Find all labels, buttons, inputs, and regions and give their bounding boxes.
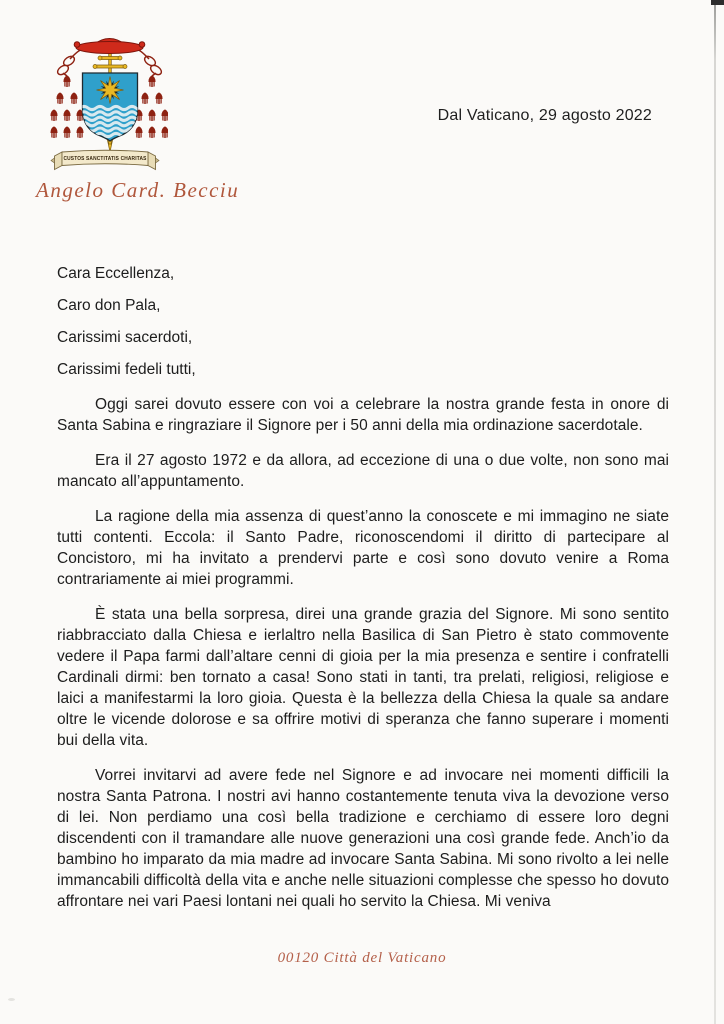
salutation-line: Cara Eccellenza,	[57, 265, 175, 282]
crest-motto: CUSTOS SANCTITATIS CHARITAS	[63, 155, 147, 162]
letterhead-name: Angelo Card. Becciu	[36, 178, 240, 202]
scan-corner-mark	[711, 0, 724, 5]
body-paragraph: Oggi sarei dovuto essere con voi a celebrare la nostra grande festa in onore di Santa Sabina e ringraziare il Signore per i 50 anni della mia ordinazione sacerdotale.	[57, 396, 669, 434]
salutation-line: Carissimi fedeli tutti,	[57, 361, 196, 378]
salutation-line: Caro don Pala,	[57, 297, 161, 314]
cardinal-coat-of-arms-icon	[50, 30, 168, 172]
date-line: Dal Vaticano, 29 agosto 2022	[437, 107, 652, 124]
salutation-line: Carissimi sacerdoti,	[57, 329, 193, 346]
letter-body	[57, 263, 669, 912]
body-paragraph: Era il 27 agosto 1972 e da allora, ad eccezione di una o due volte, non sono mai mancato all’appuntamento.	[57, 452, 669, 490]
body-paragraph: Vorrei invitarvi ad avere fede nel Signore e ad invocare nei momenti difficili la nostra Santa Patrona. I nostri avi hanno costantemente tenuta viva la devozione verso di lei. Non perdiamo una così bella tradizione e cerchiamo di essere loro degni discendenti con il tramandare alle nuove generazioni una così grande fede. Anch’io da bambino ho imparato da mia madre ad invocare Santa Sabina. Mi sono rivolto a lei nelle immancabili difficoltà della vita e anche nelle situazioni complesse che spesso ho dovuto affrontare nei vari Paesi lontani nei quali ho servito la Chiesa. Mi veniva	[57, 767, 669, 910]
sun-star-icon	[97, 77, 124, 104]
scan-edge-artifact	[714, 0, 716, 1024]
tassels-right-icon	[136, 76, 168, 138]
footer-address: 00120 Città del Vaticano	[277, 950, 447, 966]
body-paragraph: La ragione della mia assenza di quest’anno la conoscete e mi immagino ne siate tutti contenti. Eccola: il Santo Padre, riconoscendomi il diritto di partecipare al Concistoro, mi ha invitato a prendervi parte e così sono dovuto venire a Roma contrariamente ai miei programmi.	[57, 508, 669, 588]
galero-hat-icon	[74, 39, 145, 54]
tassels-left-icon	[51, 76, 83, 138]
scan-speck	[8, 998, 15, 1001]
body-paragraph: È stata una bella sorpresa, direi una grande grazia del Signore. Mi sono sentito riabbracciato dalla Chiesa e ierlaltro nella Basilica di San Pietro è stato commovente vedere il Papa farmi dall’altare cenni di gioia per la mia presenza e sentire i confratelli Cardinali dirmi: ben tornato a casa! Sono stati in tanti, tra prelati, religiosi, religiose e laici a manifestarmi la loro gioia. Questa è la bellezza della Chiesa la quale sa andare oltre le vicende dolorose e sa offrire motivi di speranza che fanno superare i momenti bui della vita.	[57, 606, 669, 749]
motto-scroll	[51, 150, 159, 169]
